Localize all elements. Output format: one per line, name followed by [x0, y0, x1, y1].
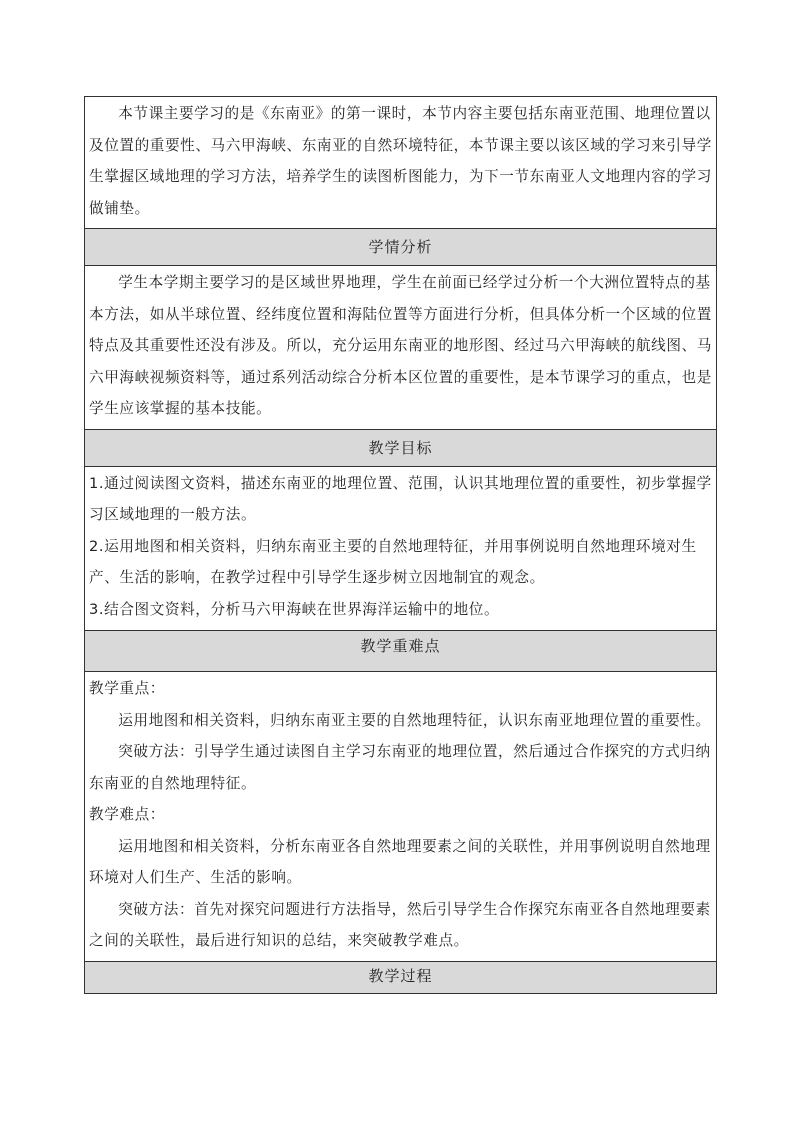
analysis-title: 学情分析 [368, 238, 433, 256]
key-label: 教学重点： [89, 680, 165, 697]
analysis-header [85, 229, 716, 266]
difficult-text: 运用地图和相关资料，分析东南亚各自然地理要素之间的关联性，并用事例说明自然地理环境对人们生产、生活的影响。 [89, 837, 711, 886]
process-title: 教学过程 [368, 966, 433, 985]
goals-section [85, 467, 716, 632]
intro-section [85, 97, 716, 229]
analysis-paragraph: 学生本学期主要学习的是区域世界地理，学生在前面已经学过分析一个大洲位置特点的基本方法，如从半球位置、经纬度位置和海陆位置等方面进行分析，但具体分析一个区域的位置特点及其重要性还没有涉及。所以，充分运用东南亚的地形图、经过马六甲海峡的航线图、马六甲海峡视频资料等，通过系列活动综合分析本区位置的重要性，是本节课学习的重点，也是学生应该掌握的基本技能。 [89, 274, 712, 417]
keypoints-section [85, 672, 716, 962]
goal-item-3: 3.结合图文资料，分析马六甲海峡在世界海洋运输中的地位。 [89, 600, 500, 618]
keypoints-header [85, 631, 716, 672]
goal-item-1: 1.通过阅读图文资料，描述东南亚的地理位置、范围，认识其地理位置的重要性，初步掌握学习区域地理的一般方法。 [89, 474, 712, 523]
keypoints-title: 教学重难点 [360, 637, 441, 655]
lesson-plan-table [84, 96, 717, 994]
difficult-label: 教学难点： [89, 806, 165, 823]
intro-paragraph: 本节课主要学习的是《东南亚》的第一课时，本节内容主要包括东南亚范围、地理位置以及位置的重要性、马六甲海峡、东南亚的自然环境特征，本节课主要以该区域的学习来引导学生掌握区域地理的学习方法，培养学生的读图析图能力，为下一节东南亚人文地理内容的学习做铺垫。 [89, 105, 712, 217]
goal-item-2: 2.运用地图和相关资料，归纳东南亚主要的自然地理特征，并用事例说明自然地理环境对生产、生活的影响，在教学过程中引导学生逐步树立因地制宜的观念。 [89, 537, 697, 586]
key-method: 突破方法：引导学生通过读图自主学习东南亚的地理位置，然后通过合作探究的方式归纳东南亚的自然地理特征。 [89, 743, 711, 792]
analysis-section [85, 266, 716, 430]
goals-title: 教学目标 [368, 438, 433, 457]
key-text: 运用地图和相关资料，归纳东南亚主要的自然地理特征，认识东南亚地理位置的重要性。 [118, 711, 711, 729]
goals-header [85, 430, 716, 467]
process-header [85, 962, 716, 993]
difficult-method: 突破方法：首先对探究问题进行方法指导，然后引导学生合作探究东南亚各自然地理要素之间的关联性，最后进行知识的总结，来突破教学难点。 [89, 900, 711, 949]
